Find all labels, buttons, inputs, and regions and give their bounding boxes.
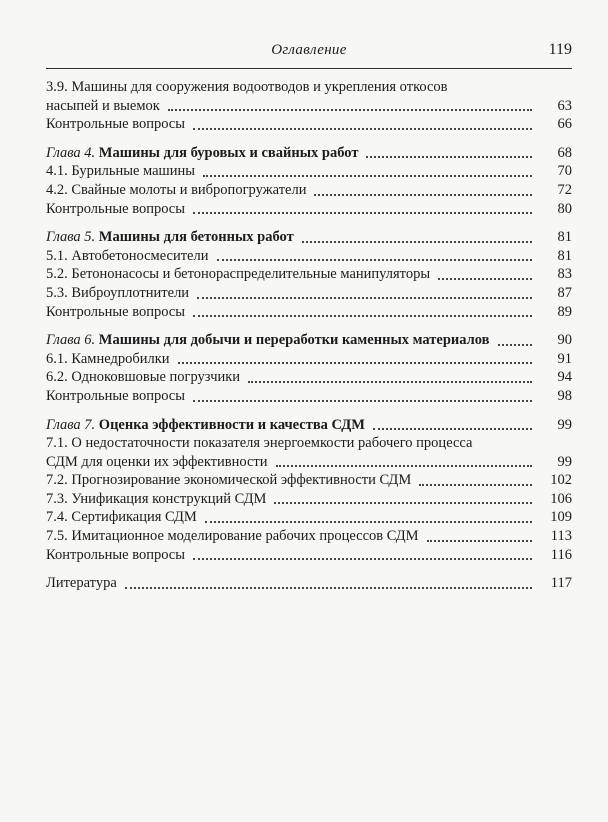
toc-page-number: 81 [557, 247, 572, 264]
dot-leader [366, 156, 532, 158]
toc-page-number: 99 [557, 416, 572, 433]
toc-entry-label: 7.1. О недостаточности показателя энергоемкости рабочего процесса [46, 435, 473, 452]
toc-group [46, 144, 572, 218]
toc-entry [46, 387, 572, 406]
toc-page-number: 83 [557, 266, 572, 283]
toc-entry [46, 247, 572, 266]
dot-leader [193, 400, 532, 402]
toc-entry-label: 7.3. Унификация конструкций СДМ [46, 490, 267, 507]
dot-leader [193, 558, 532, 560]
dot-leader [193, 128, 532, 130]
toc-entry-label-continued: насыпей и выемок [46, 97, 160, 114]
chapter-prefix: Глава 6. [46, 332, 96, 349]
toc-entry [46, 546, 572, 565]
toc-page-number: 70 [557, 163, 572, 180]
dot-leader [274, 502, 532, 504]
toc-entry [46, 368, 572, 387]
toc-entry-label: 5.1. Автобетоносмесители [46, 247, 209, 264]
toc-entry [46, 284, 572, 303]
chapter-title: Оценка эффективности и качества СДМ [98, 416, 365, 433]
toc-group [46, 331, 572, 405]
toc-entry-label: 7.5. Имитационное моделирование рабочих процессов СДМ [46, 528, 419, 545]
toc-page-number: 81 [557, 229, 572, 246]
toc-page-number: 117 [550, 575, 572, 592]
chapter-prefix: Глава 4. [46, 144, 96, 161]
table-of-contents [46, 78, 572, 603]
dot-leader [419, 484, 532, 486]
toc-entry [46, 490, 572, 509]
page-number: 119 [548, 41, 572, 58]
running-title: Оглавление [271, 42, 347, 58]
dot-leader [168, 109, 532, 111]
chapter-title: Машины для добычи и переработки каменных материалов [98, 332, 490, 349]
toc-page-number: 99 [557, 453, 572, 470]
toc-entry-label: Контрольные вопросы [46, 200, 185, 217]
toc-group [46, 574, 572, 593]
chapter-title: Машины для бетонных работ [98, 229, 294, 246]
toc-page-number: 91 [557, 350, 572, 367]
dot-leader [193, 315, 532, 317]
dot-leader [314, 194, 532, 196]
toc-entry [46, 574, 572, 593]
toc-entry-label: Литература [46, 575, 117, 592]
dot-leader [178, 362, 532, 364]
toc-entry-label: 6.1. Камнедробилки [46, 350, 170, 367]
toc-entry [46, 303, 572, 322]
chapter-prefix: Глава 5. [46, 229, 96, 246]
toc-entry [46, 162, 572, 181]
chapter-prefix: Глава 7. [46, 416, 96, 433]
toc-entry-label: 4.2. Свайные молоты и вибропогружатели [46, 181, 307, 198]
dot-leader [203, 175, 532, 177]
dot-leader [125, 587, 532, 589]
toc-entry [46, 115, 572, 134]
dot-leader [197, 297, 532, 299]
toc-entry [46, 471, 572, 490]
toc-entry [46, 434, 572, 471]
dot-leader [217, 259, 533, 261]
toc-chapter-entry [46, 331, 572, 350]
toc-page-number: 102 [550, 472, 572, 489]
toc-page-number: 116 [550, 546, 572, 563]
toc-entry-label: 3.9. Машины для сооружения водоотводов и укрепления откосов [46, 79, 448, 95]
toc-entry-label: 5.3. Виброуплотнители [46, 284, 190, 301]
toc-entry [46, 200, 572, 219]
toc-entry-label-continued: СДМ для оценки их эффективности [46, 453, 268, 470]
toc-entry [46, 508, 572, 527]
dot-leader [276, 465, 532, 467]
toc-page-number: 87 [557, 284, 572, 301]
toc-page-number: 94 [557, 369, 572, 386]
toc-page-number: 80 [557, 200, 572, 217]
toc-entry [46, 78, 572, 115]
toc-entry-label: 7.2. Прогнозирование экономической эффективности СДМ [46, 472, 412, 489]
chapter-title: Машины для буровых и свайных работ [98, 144, 359, 161]
dot-leader [302, 241, 532, 243]
toc-entry-label: Контрольные вопросы [46, 546, 185, 563]
dot-leader [373, 428, 532, 430]
toc-page-number: 68 [557, 144, 572, 161]
toc-page-number: 113 [550, 528, 572, 545]
toc-entry-label: Контрольные вопросы [46, 303, 185, 320]
toc-page-number: 106 [550, 490, 572, 507]
toc-chapter-entry [46, 416, 572, 435]
dot-leader [438, 278, 532, 280]
toc-entry [46, 181, 572, 200]
toc-page-number: 109 [550, 509, 572, 526]
toc-entry-label: Контрольные вопросы [46, 387, 185, 404]
toc-page-number: 63 [557, 97, 572, 114]
toc-page-number: 98 [557, 387, 572, 404]
toc-entry [46, 265, 572, 284]
dot-leader [498, 344, 532, 346]
toc-entry-label: 7.4. Сертификация СДМ [46, 509, 197, 526]
toc-entry [46, 527, 572, 546]
dot-leader [427, 540, 532, 542]
toc-entry-label: 4.1. Бурильные машины [46, 163, 195, 180]
toc-entry-label: Контрольные вопросы [46, 116, 185, 133]
toc-page-number: 90 [557, 332, 572, 349]
toc-group [46, 416, 572, 565]
toc-entry [46, 350, 572, 369]
toc-chapter-entry [46, 228, 572, 247]
dot-leader [205, 521, 532, 523]
toc-chapter-entry [46, 144, 572, 163]
toc-page-number: 89 [557, 303, 572, 320]
toc-group [46, 228, 572, 321]
toc-entry-label: 5.2. Бетононасосы и бетонораспределительные манипуляторы [46, 266, 431, 283]
dot-leader [248, 381, 532, 383]
toc-entry-label: 6.2. Одноковшовые погрузчики [46, 369, 241, 386]
toc-page-number: 72 [557, 181, 572, 198]
toc-group [46, 78, 572, 134]
toc-page-number: 66 [557, 116, 572, 133]
page-header [46, 42, 572, 69]
dot-leader [193, 212, 532, 214]
